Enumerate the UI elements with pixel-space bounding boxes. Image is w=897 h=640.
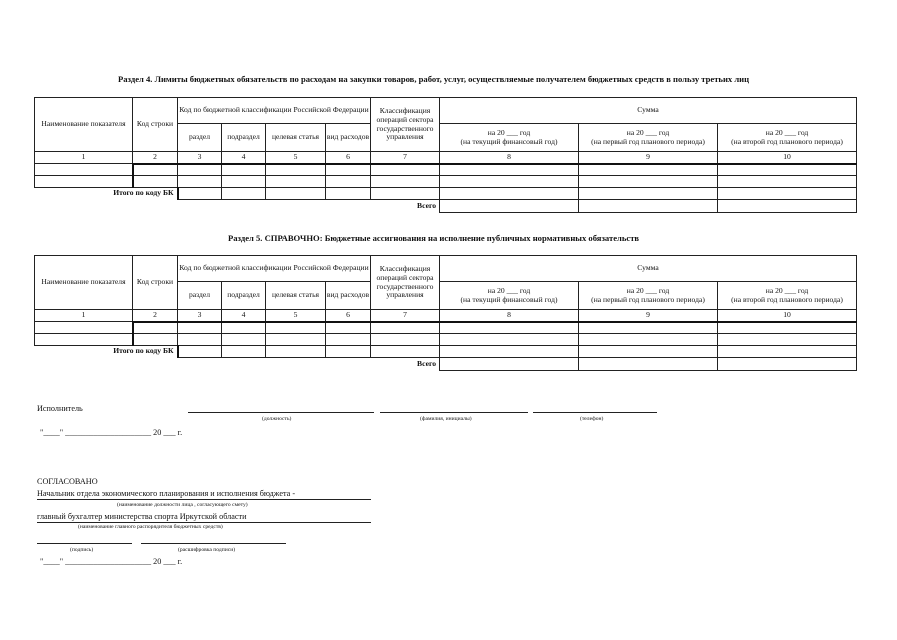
year-first-sub: (на первый год планового периода)	[591, 136, 705, 146]
accountant-line	[37, 522, 371, 523]
header-code: Код строки	[133, 256, 178, 310]
manager-hint: (наименование главного распорядителя бюджетных средств)	[78, 524, 223, 530]
totals-bk-label: Итого по коду БК	[113, 346, 174, 356]
col-num: 3	[178, 310, 222, 322]
header-year-first	[579, 282, 718, 310]
table-row	[35, 176, 857, 188]
header-target-item: целевая статья	[266, 282, 326, 310]
position-hint: (должность)	[262, 416, 292, 422]
totals-row	[35, 200, 857, 213]
col-num: 5	[266, 310, 326, 322]
totals-bk-label: Итого по коду БК	[113, 188, 174, 198]
head-position: Начальник отдела экономического планирования и исполнения бюджета -	[37, 489, 296, 498]
header-year-current	[440, 282, 579, 310]
year-current-label: на 20 ___ год	[487, 127, 531, 137]
col-num: 6	[326, 152, 371, 164]
section5-title: Раздел 5. СПРАВОЧНО: Бюджетные ассигнования на исполнение публичных нормативных обязательств	[228, 233, 640, 243]
decode-hint: (расшифровка подписи)	[178, 547, 236, 553]
table-row	[35, 322, 857, 334]
name-hint: (фамилия, инициалы)	[420, 416, 472, 422]
header-expense-type: вид расходов	[326, 282, 371, 310]
col-num: 4	[222, 310, 266, 322]
header-year-second	[718, 282, 857, 310]
table-row	[35, 164, 857, 176]
column-numbers-row	[35, 310, 857, 322]
year-current-label: на 20 ___ год	[487, 285, 531, 295]
year-second-label: на 20 ___ год	[765, 127, 809, 137]
header-subsection: подраздел	[222, 124, 266, 152]
col-num: 5	[266, 152, 326, 164]
col-num: 4	[222, 152, 266, 164]
col-num: 8	[440, 152, 579, 164]
header-sum: Сумма	[440, 256, 857, 282]
year-second-sub: (на второй год планового периода)	[731, 136, 843, 146]
header-target-item: целевая статья	[266, 124, 326, 152]
position-line[interactable]	[188, 412, 374, 413]
header-year-current	[440, 124, 579, 152]
header-bk-code: Код по бюджетной классификации Российской Федерации	[178, 256, 371, 282]
col-num: 6	[326, 310, 371, 322]
header-bk-code: Код по бюджетной классификации Российской Федерации	[178, 98, 371, 124]
col-num: 7	[371, 310, 440, 322]
col-num: 8	[440, 310, 579, 322]
year-current-sub: (на текущий финансовый год)	[460, 294, 558, 304]
header-sum: Сумма	[440, 98, 857, 124]
header-section: раздел	[178, 282, 222, 310]
col-num: 7	[371, 152, 440, 164]
header-year-second	[718, 124, 857, 152]
col-num: 10	[718, 310, 857, 322]
header-name: Наименование показателя	[35, 98, 133, 152]
column-numbers-row	[35, 152, 857, 164]
totals-label: Всего	[417, 358, 437, 368]
col-num: 9	[579, 152, 718, 164]
decode-line[interactable]	[141, 543, 286, 544]
code-cell[interactable]	[133, 164, 178, 176]
header-classification: Классификация операций сектора государственного управления	[371, 256, 440, 310]
totals-label: Всего	[417, 200, 437, 210]
section5-table	[34, 255, 857, 371]
agreed-label: СОГЛАСОВАНО	[37, 477, 98, 486]
header-section: раздел	[178, 124, 222, 152]
header-expense-type: вид расходов	[326, 124, 371, 152]
head-position-line	[37, 499, 371, 500]
year-first-sub: (на первый год планового периода)	[591, 294, 705, 304]
sign-hint: (подпись)	[70, 547, 94, 553]
section4-title: Раздел 4. Лимиты бюджетных обязательств по расходам на закупки товаров, работ, услуг, осуществляемые получателем бюджетных средств в пользу третьих лиц	[118, 74, 750, 84]
section4-table	[34, 97, 857, 213]
col-num: 9	[579, 310, 718, 322]
sign-line[interactable]	[37, 543, 132, 544]
executor-label: Исполнитель	[37, 404, 83, 413]
year-second-sub: (на второй год планового периода)	[731, 294, 843, 304]
name-line[interactable]	[380, 412, 528, 413]
header-code: Код строки	[133, 98, 178, 152]
col-num: 1	[35, 152, 133, 164]
col-num: 10	[718, 152, 857, 164]
agreed-date[interactable]: "____" _____________________ 20 ___ г.	[40, 557, 183, 566]
totals-bk-row	[35, 346, 857, 358]
col-num: 2	[133, 152, 178, 164]
executor-date[interactable]: "____" _____________________ 20 ___ г.	[40, 428, 183, 437]
col-num: 2	[133, 310, 178, 322]
table-row	[35, 334, 857, 346]
header-classification: Классификация операций сектора государственного управления	[371, 98, 440, 152]
header-subsection: подраздел	[222, 282, 266, 310]
position-agree-hint: (наименование должности лица , согласующего смету)	[117, 502, 248, 508]
phone-hint: (телефон)	[580, 416, 604, 422]
year-current-sub: (на текущий финансовый год)	[460, 136, 558, 146]
totals-bk-row	[35, 188, 857, 200]
header-name: Наименование показателя	[35, 256, 133, 310]
year-first-label: на 20 ___ год	[626, 285, 670, 295]
col-num: 3	[178, 152, 222, 164]
header-year-first	[579, 124, 718, 152]
year-first-label: на 20 ___ год	[626, 127, 670, 137]
totals-row	[35, 358, 857, 371]
phone-line[interactable]	[533, 412, 657, 413]
col-num: 1	[35, 310, 133, 322]
year-second-label: на 20 ___ год	[765, 285, 809, 295]
accountant-position: главный бухгалтер министерства спорта Иркутской области	[37, 512, 247, 521]
